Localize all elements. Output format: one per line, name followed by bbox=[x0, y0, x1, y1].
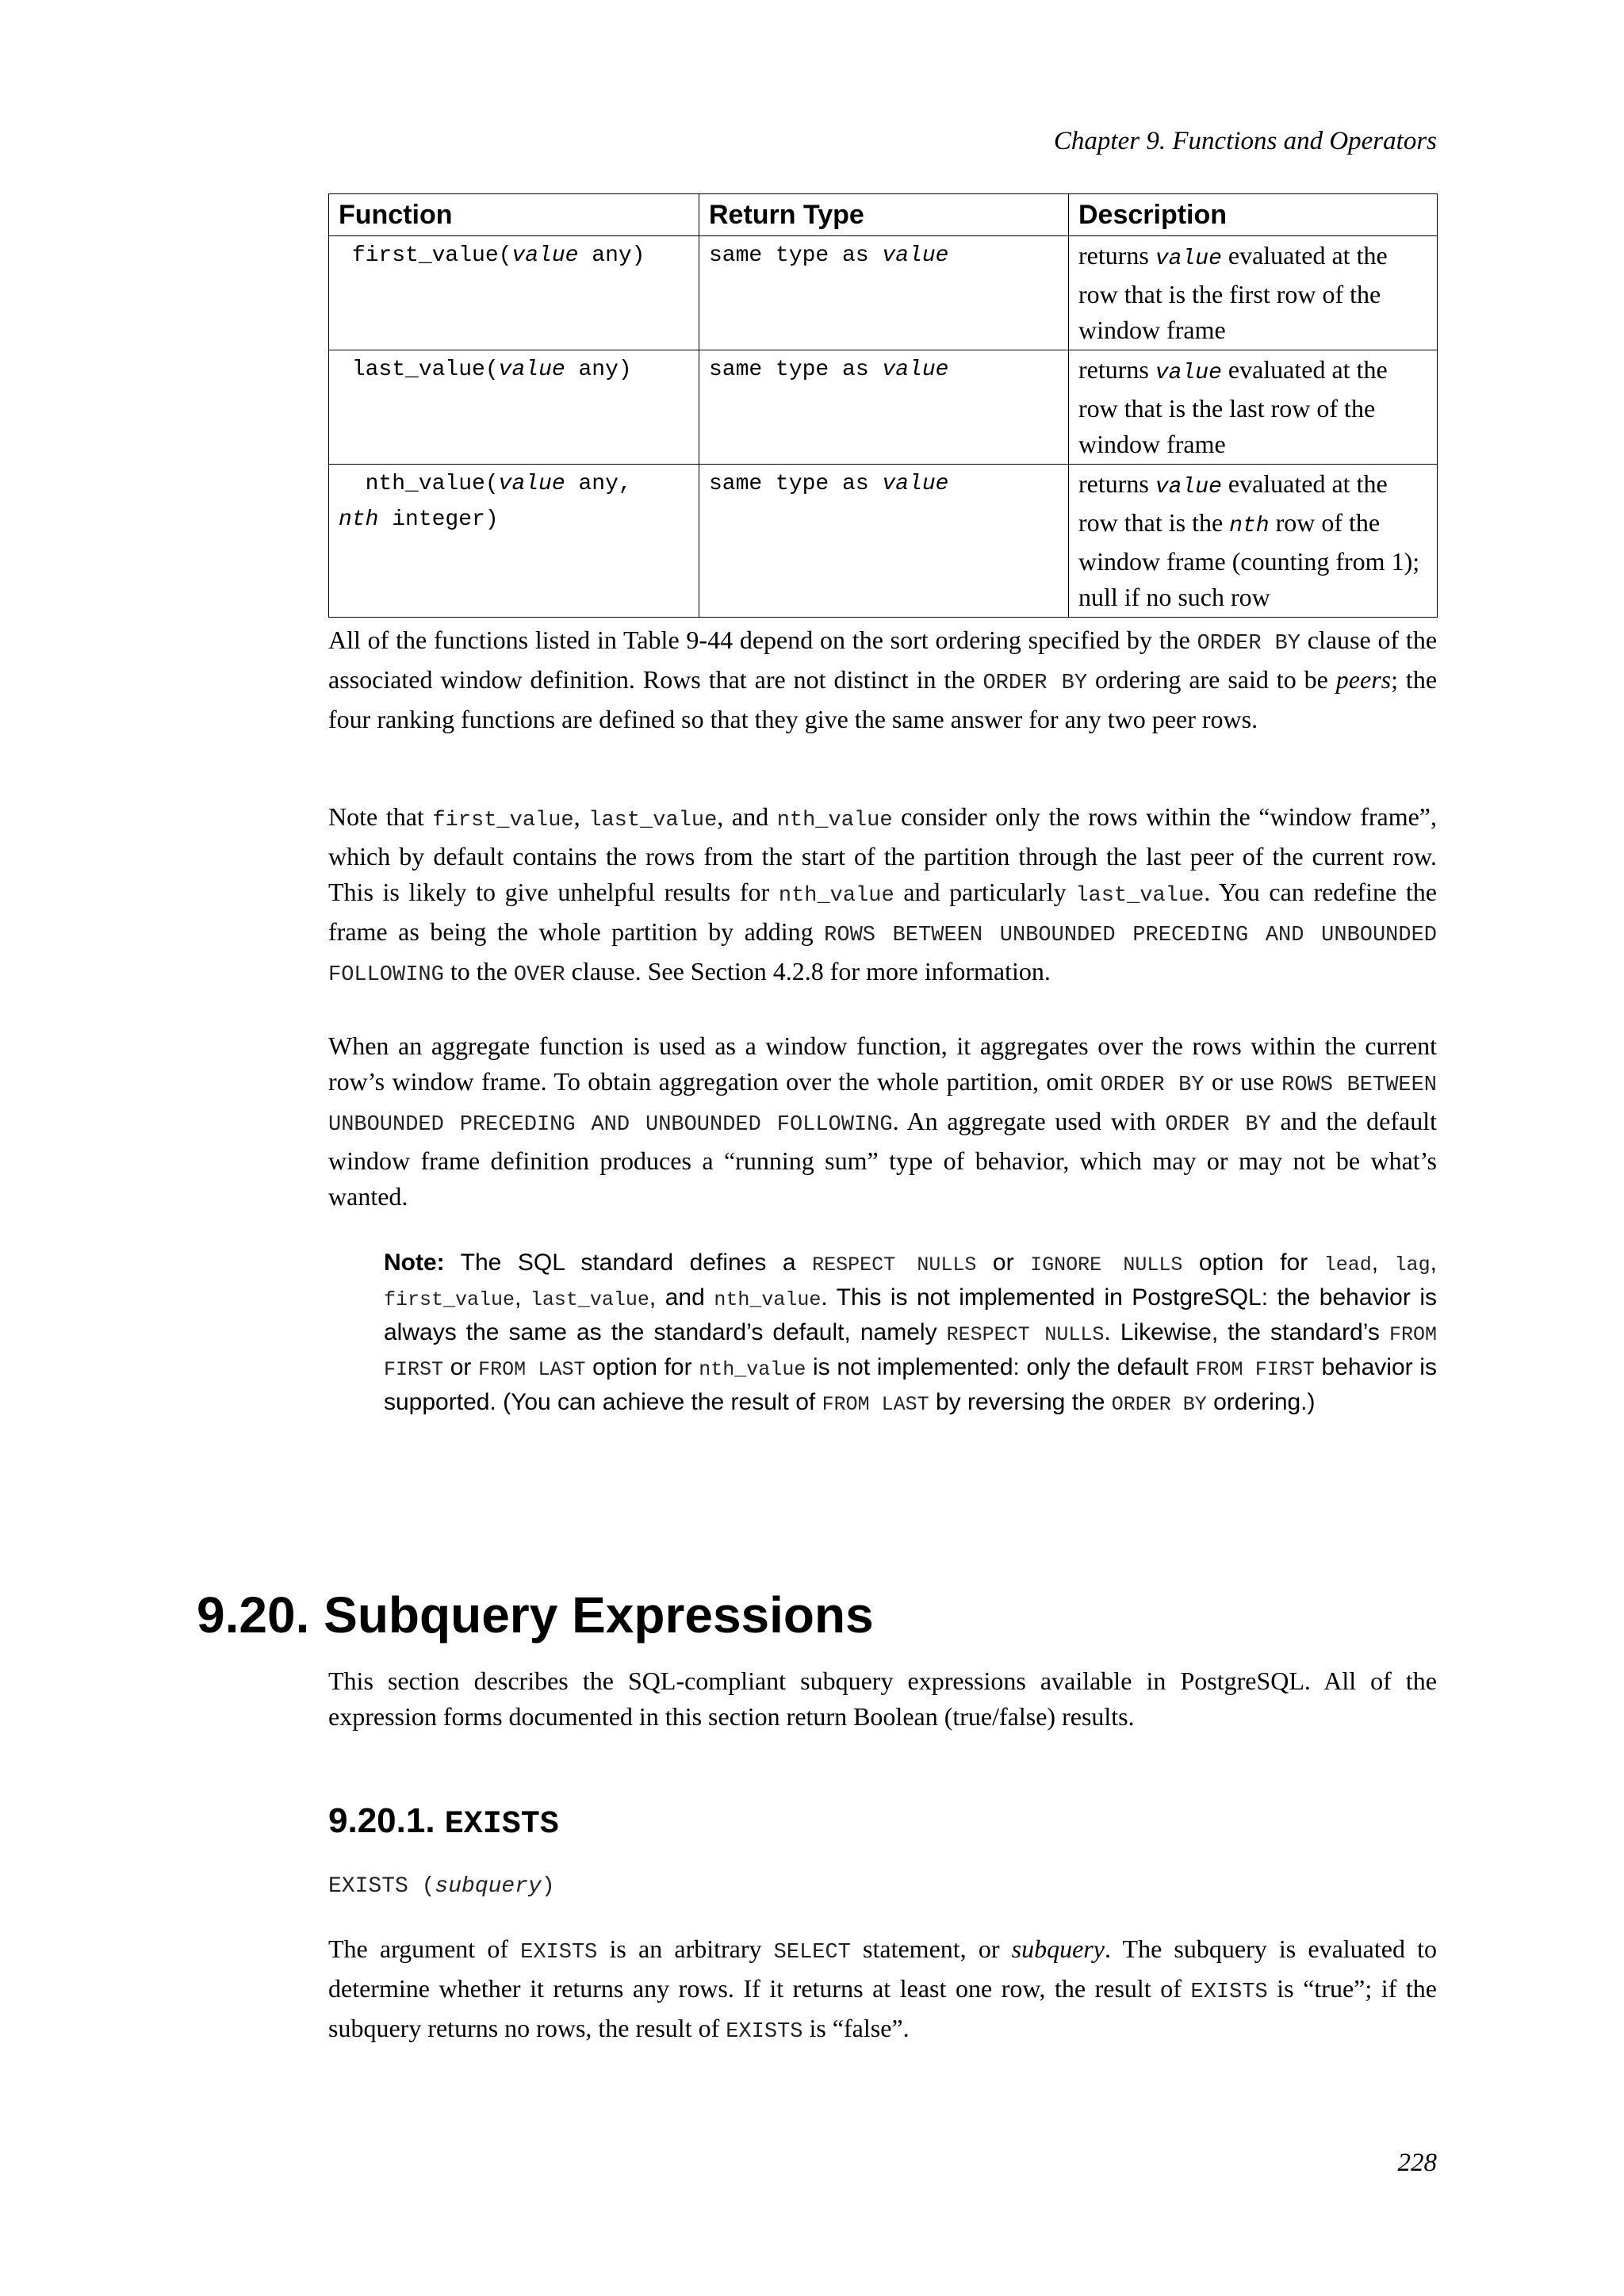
return-type-cell: same type as value bbox=[699, 350, 1069, 465]
return-type-cell: same type as value bbox=[699, 465, 1069, 618]
section-title: 9.20. Subquery Expressions bbox=[197, 1586, 874, 1644]
description-cell: returns value evaluated at the row that is the first row of the window frame bbox=[1069, 236, 1438, 350]
window-functions-table bbox=[328, 193, 1438, 618]
return-type-cell: same type as value bbox=[699, 236, 1069, 350]
running-header: Chapter 9. Functions and Operators bbox=[1053, 127, 1437, 155]
page-number: 228 bbox=[1397, 2149, 1437, 2177]
function-cell: last_value(value any) bbox=[329, 350, 699, 465]
paragraph-ranking: All of the functions listed in Table 9-44 depend on the sort ordering specified by the ORDER BY clause of the associated window definition. Rows that are not distinct in the ORDER BY ordering are said to be peers; the four ranking functions are defined so that they give the same answer for any two peer rows. bbox=[328, 626, 1438, 733]
paragraph-aggregate: When an aggregate function is used as a window function, it aggregates over the rows within the current row’s window frame. To obtain aggregation over the whole partition, omit ORDER BY or use ROWS BETWEEN UNBOUNDED PRECEDING AND UNBOUNDED FOLLOWING. An aggregate used with ORDER BY and the default window frame definition produces a “running sum” type of behavior, which may or may not be what’s wanted. bbox=[328, 1031, 1438, 1211]
column-header: Description bbox=[1069, 194, 1438, 236]
note-label: Note: bbox=[384, 1249, 445, 1276]
column-header: Return Type bbox=[699, 194, 1069, 236]
paragraph-exists: The argument of EXISTS is an arbitrary SELECT statement, or subquery. The subquery is evaluated to determine whether it returns any rows. If it returns at least one row, the result of EXISTS is “true”; if the subquery returns no rows, the result of EXISTS is “false”. bbox=[328, 1934, 1438, 2044]
table-row bbox=[329, 236, 1438, 350]
description-cell: returns value evaluated at the row that is the nth row of the window frame (counting from 1); null if no such row bbox=[1069, 465, 1438, 618]
paragraph-window-frame: Note that first_value, last_value, and nth_value consider only the rows within the “window frame”, which by default contains the rows from the start of the partition through the last peer of the current row. This is likely to give unhelpful results for nth_value and particularly last_value. You can redefine the frame as being the whole partition by adding ROWS BETWEEN UNBOUNDED PRECEDING AND UNBOUNDED FOLLOWING to the OVER clause. See Section 4.2.8 for more information. bbox=[328, 802, 1438, 987]
section-intro: This section describes the SQL-compliant subquery expressions available in PostgreSQL. All of the expression forms documented in this section return Boolean (true/false) results. bbox=[328, 1667, 1437, 1731]
table-row bbox=[329, 465, 1438, 618]
exists-synopsis: EXISTS (subquery) bbox=[328, 1874, 555, 1899]
column-header: Function bbox=[329, 194, 699, 236]
table-row bbox=[329, 350, 1438, 465]
note-box: Note: The SQL standard defines a RESPECT NULLS or IGNORE NULLS option for lead, lag, first_value, last_value, and nth_value. This is not implemented in PostgreSQL: the behavior is always the same as the standard’s default, namely RESPECT NULLS. Likewise, the standard’s FROM FIRST or FROM LAST option for nth_value is not implemented: only the default FROM FIRST behavior is supported. (You can achieve the result of FROM LAST by reversing the ORDER BY ordering.) bbox=[384, 1249, 1438, 1416]
function-cell: first_value(value any) bbox=[329, 236, 699, 350]
subsection-title: 9.20.1. EXISTS bbox=[328, 1801, 559, 1843]
description-cell: returns value evaluated at the row that is the last row of the window frame bbox=[1069, 350, 1438, 465]
table-header-row bbox=[329, 194, 1438, 236]
function-cell: nth_value(value any, nth integer) bbox=[329, 465, 699, 618]
